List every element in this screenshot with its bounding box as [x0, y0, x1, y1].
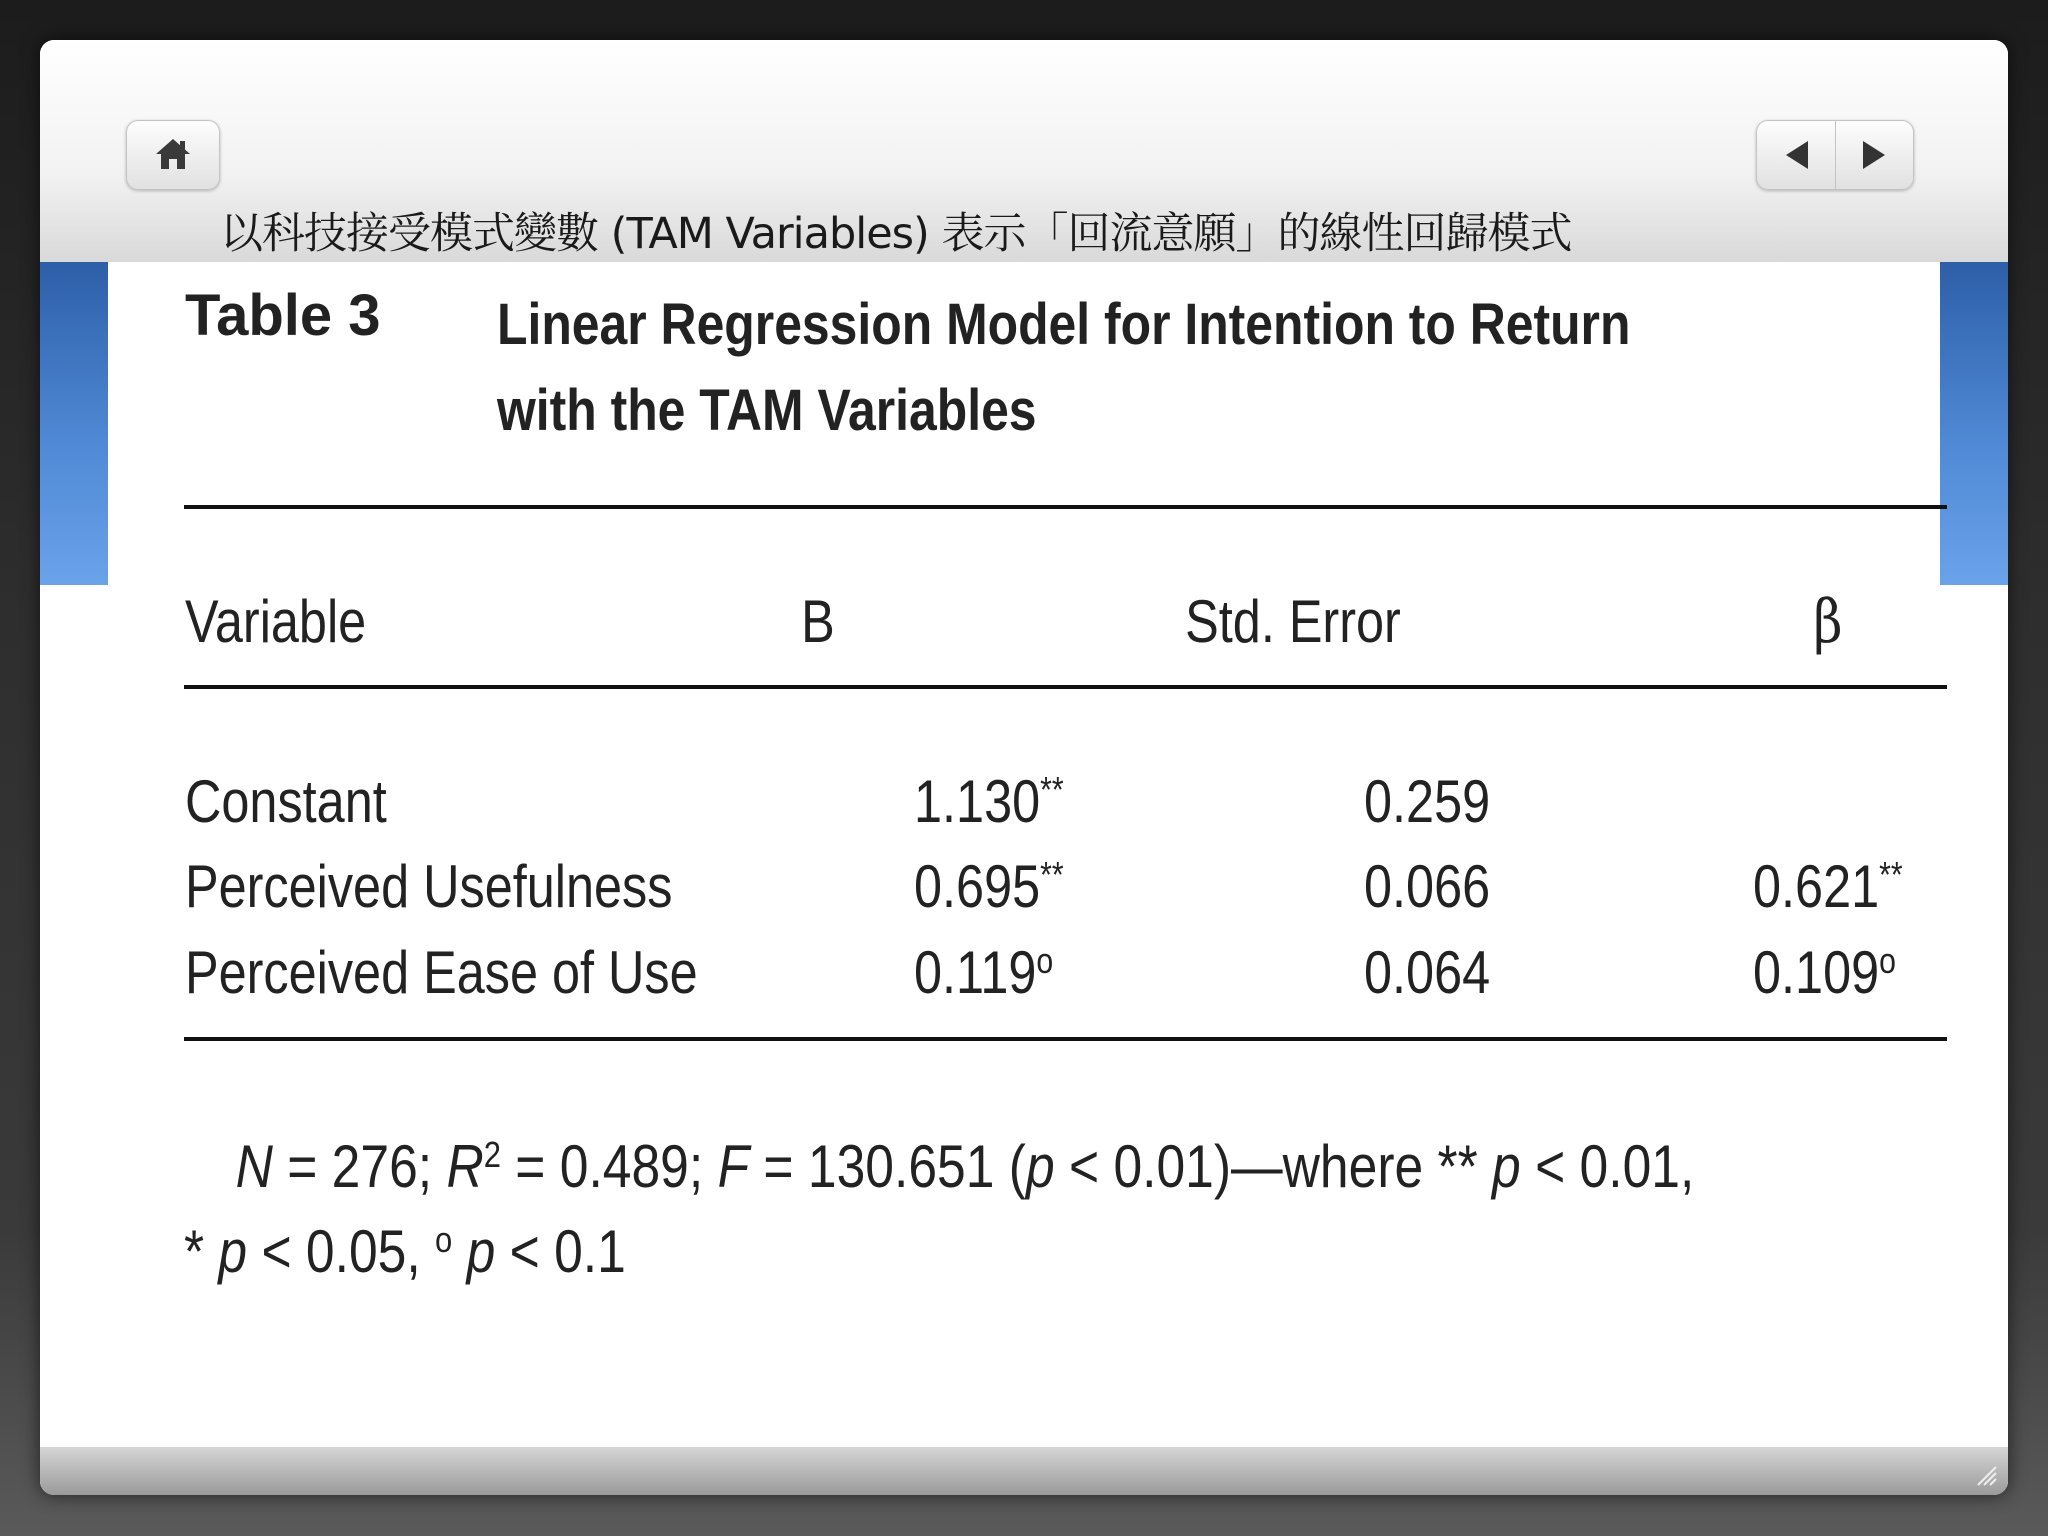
triangle-left-icon [1784, 139, 1810, 171]
row-beta: 0.621** [1753, 853, 1903, 920]
table-note-line-1: N = 276; $R^2 = 0.489$; F = 130.651 (p < 0.01)—where ** p < 0.01, [235, 1133, 1695, 1200]
home-button[interactable] [126, 120, 220, 190]
row-std-error: 0.066 [1364, 853, 1491, 920]
row-b: 0.119$^o$ [914, 939, 1054, 1006]
previous-slide-button[interactable] [1757, 121, 1836, 189]
slide-footer [40, 1447, 2008, 1495]
prev-next-buttons [1756, 120, 1914, 190]
triangle-right-icon [1861, 139, 1887, 171]
row-std-error: 0.064 [1364, 939, 1491, 1006]
slide-title: 以科技接受模式變數 (TAM Variables) 表示「回流意願」的線性回歸模式 [220, 209, 1572, 259]
top-rule [184, 505, 1947, 509]
home-icon [154, 137, 192, 171]
header-std-error: Std. Error [1185, 588, 1401, 655]
row-variable: Perceived Ease of Use [185, 939, 698, 1006]
row-variable: Constant [185, 768, 387, 835]
table-note-line-2: * p < 0.05, $^o$ p < 0.1 [184, 1218, 626, 1285]
header-b: B [801, 588, 835, 655]
row-std-error: 0.259 [1364, 768, 1491, 835]
bottom-rule [184, 1037, 1947, 1041]
table-title: Linear Regression Model for Intention to Return with the TAM Variables [497, 292, 1631, 443]
row-b: 0.695** [914, 853, 1064, 920]
resize-grip-icon[interactable] [1972, 1461, 1998, 1487]
row-variable: Perceived Usefulness [185, 853, 673, 920]
regression-table [108, 262, 1940, 1289]
header-rule [184, 685, 1947, 689]
row-b: 1.130** [914, 768, 1064, 835]
next-slide-button[interactable] [1835, 121, 1913, 189]
slide [40, 40, 2008, 1495]
row-beta: 0.109$^o$ [1753, 939, 1896, 1006]
header-variable: Variable [185, 588, 367, 655]
table-label: Table 3 [185, 283, 381, 348]
header-beta: β [1813, 587, 1843, 657]
